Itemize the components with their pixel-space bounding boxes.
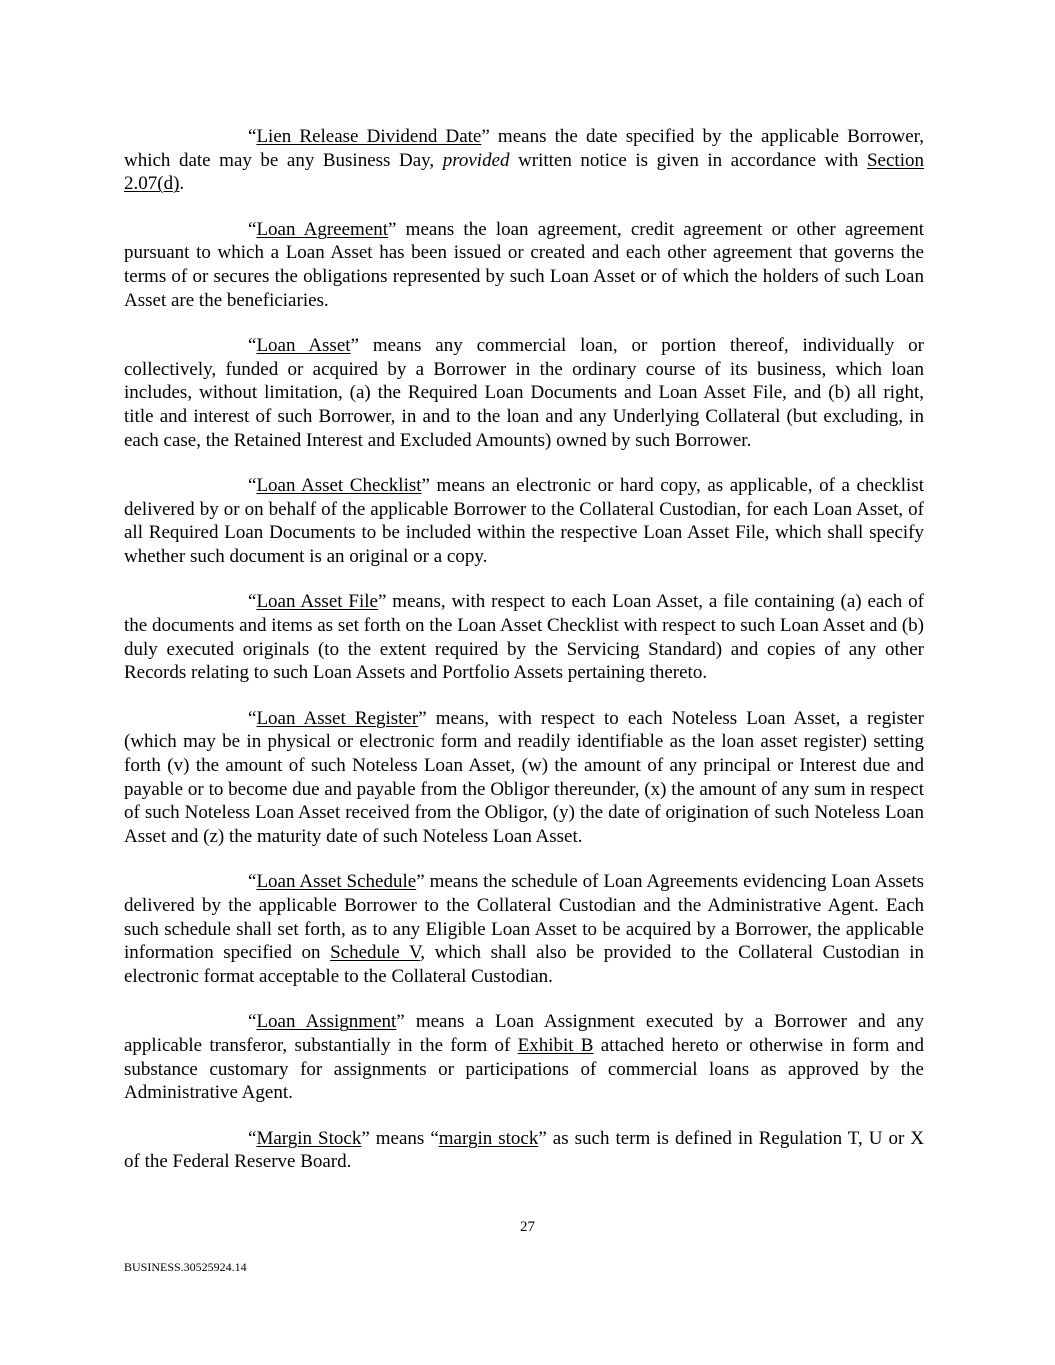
definition-paragraph [124,1010,924,1105]
defined-term: margin stock [438,1127,539,1149]
paragraph-text: , which shall also be provided to the Collateral Custodian in electronic format acceptable to the Collateral Custodian. [124,942,925,988]
defined-term: Loan Asset Schedule [256,871,417,893]
paragraph-text: ” means the schedule of Loan Agreements evidencing Loan Assets delivered by the applicable Borrower to the Collateral Custodian and the Administrative Agent. Each such schedule shall set forth, as to any Eligible Loan Asset to be acquired by a Borrower, the applicable information specified on [124,871,924,964]
paragraph-text: “ [248,218,257,240]
defined-term: Loan Assignment [256,1011,397,1033]
paragraph-text: ” means, with respect to each Loan Asset, a file containing (a) each of the documents and items as set forth on the Loan Asset Checklist with respect to such Loan Asset and (b) duly executed originals (to the extent required by the Servicing Standard) and copies of any other Records relating to such Loan Assets and Portfolio Assets pertaining thereto. [124,591,924,684]
paragraph-text: ” means the loan agreement, credit agreement or other agreement pursuant to which a Loan Asset has been issued or created and each other agreement that governs the terms of or secures the obligations represented by such Loan Asset or of which the holders of such Loan Asset are the beneficiaries. [124,218,924,311]
defined-term: Loan Asset Checklist [256,474,422,496]
defined-term: Loan Asset [256,334,351,356]
page-number: 27 [520,1219,535,1235]
defined-term: Loan Asset File [256,591,378,613]
defined-term: Exhibit B [517,1035,594,1056]
paragraph-text: ” means, with respect to each Noteless Loan Asset, a register (which may be in physical or electronic form and readily identifiable as the loan asset register) setting forth (v) the amount of such Noteless Loan Asset, (w) the amount of any principal or Interest due and payable or to become due and payable from the Obligor thereunder, (x) the amount of any sum in respect of such Noteless Loan Asset received from the Obligor, (y) the date of origination of such Noteless Loan Asset and (z) the maturity date of such Noteless Loan Asset. [124,707,925,848]
definition-paragraph [124,1127,924,1174]
paragraph-text: . [179,173,185,195]
paragraph-text: ” means any commercial loan, or portion thereof, individually or collectively, funded or acquired by a Borrower in the ordinary course of its business, which loan includes, without limitation, (a) the Required Loan Documents and Loan Asset File, and (b) all right, title and interest of such Borrower, in and to the loan and any Underlying Collateral (but excluding, in each case, the Retained Interest and Excluded Amounts) owned by such Borrower. [124,334,924,451]
paragraph-text: ” means a Loan Assignment executed by a Borrower and any applicable transferor, substantially in the form of [124,1011,924,1056]
definition-paragraph [124,334,924,453]
definition-paragraph [124,125,924,196]
emphasis-text: provided [442,149,510,171]
defined-term: Schedule V [330,942,421,964]
paragraph-text: “ [248,1011,257,1033]
paragraph-text: ” as such term is defined in Regulation T, U or X of the Federal Reserve Board. [124,1127,925,1173]
paragraph-text: ” means “ [361,1127,439,1149]
paragraph-text: attached hereto or otherwise in form and substance customary for assignments or participations of commercial loans as approved by the Administrative Agent. [124,1035,924,1104]
paragraph-text: written notice is given in accordance with [509,149,867,171]
paragraph-text: “ [248,707,257,729]
definition-paragraph [124,218,924,313]
paragraph-text: “ [248,591,257,613]
defined-term: Loan Asset Register [256,707,419,729]
defined-term: Loan Agreement [256,218,389,240]
definition-paragraph [124,707,924,849]
paragraph-text: “ [248,1127,257,1149]
paragraph-text: “ [248,871,257,893]
definition-paragraph [124,590,924,685]
paragraph-text: “ [248,474,257,496]
document-body [124,125,924,1196]
document-id: BUSINESS.30525924.14 [124,1260,247,1274]
definition-paragraph [124,870,924,989]
defined-term: Lien Release Dividend Date [256,126,482,147]
definition-paragraph [124,474,924,569]
paragraph-text: “ [248,126,257,147]
paragraph-text: ” means an electronic or hard copy, as applicable, of a checklist delivered by or on behalf of the applicable Borrower to the Collateral Custodian, for each Loan Asset, of all Required Loan Documents to be included within the respective Loan Asset File, which shall specify whether such document is an original or a copy. [124,474,924,568]
defined-term: Section 2.07(d) [124,149,924,195]
paragraph-text: ” means the date specified by the applicable Borrower, which date may be any Business Day, [124,126,924,171]
defined-term: Margin Stock [256,1127,362,1149]
paragraph-text: “ [248,334,257,356]
